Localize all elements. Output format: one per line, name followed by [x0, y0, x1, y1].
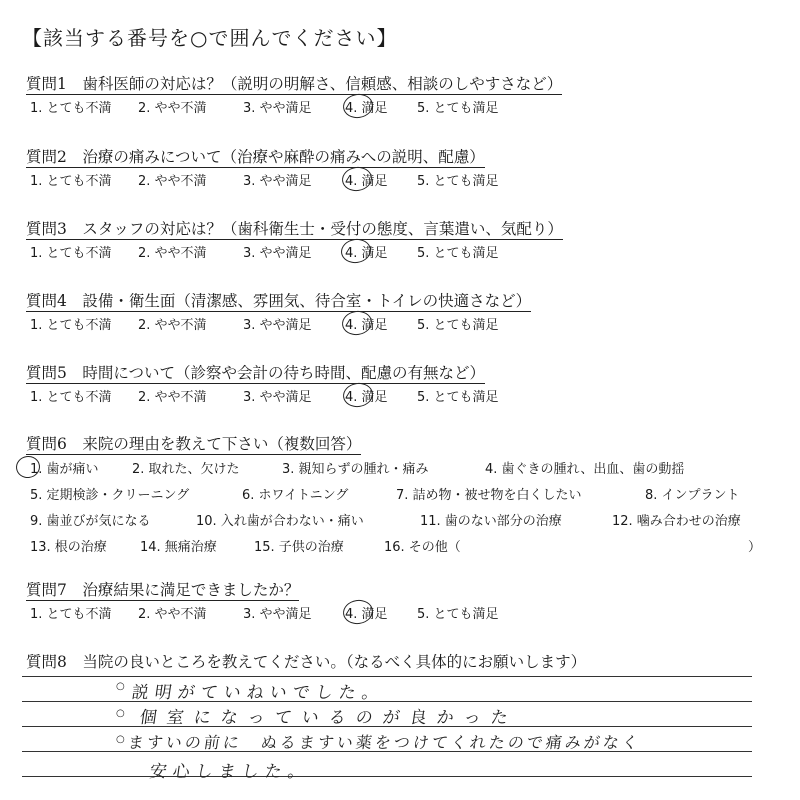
q3-title [26, 217, 563, 239]
q6-option[interactable]: 16. その他（ [384, 540, 461, 555]
q6-option[interactable]: 7. 詰め物・被せ物を白くしたい [396, 488, 582, 503]
q7-option-4[interactable]: 4. 満足 [345, 607, 388, 622]
q3-option-3[interactable]: 3. やや満足 [243, 246, 312, 261]
q1-title-text: 質問1 歯科医師の対応は？（説明の明解さ、信頼感、相談のしやすさなど） [26, 75, 563, 93]
q6-option[interactable]: ） [748, 540, 762, 555]
q7-title [26, 578, 299, 600]
handwritten-answer-1[interactable]: 説明がていねいでした。 [130, 683, 387, 703]
q1-options [30, 97, 499, 116]
handwritten-answer-2[interactable]: 個室になっているのが良かった [138, 708, 520, 728]
answer-bullet: ○ [116, 708, 125, 719]
q6-option[interactable]: 13. 根の治療 [30, 540, 107, 555]
q4-option-3[interactable]: 3. やや満足 [243, 318, 312, 333]
q6-option[interactable]: 1. 歯が痛い [30, 462, 99, 477]
form-header: 【該当する番号を○で囲んでください】 [22, 26, 398, 50]
handwritten-answer-4[interactable]: 安心しました。 [148, 762, 313, 782]
q1-option-4[interactable]: 4. 満足 [345, 101, 388, 116]
q2-option-1[interactable]: 1. とても不満 [30, 174, 112, 189]
handwritten-answer-3[interactable]: ますいの前に ぬるますい薬をつけてくれたので痛みがなく [126, 733, 643, 752]
q6-title-text: 質問6 来院の理由を教えて下さい（複数回答） [26, 435, 362, 453]
q7-options [30, 603, 499, 622]
q7-option-5[interactable]: 5. とても満足 [417, 607, 499, 622]
q2-option-2[interactable]: 2. やや不満 [138, 174, 207, 189]
q2-option-5[interactable]: 5. とても満足 [417, 174, 499, 189]
q4-title-text: 質問4 設備・衛生面（清潔感、雰囲気、待合室・トイレの快適さなど） [26, 292, 532, 310]
q4-option-1[interactable]: 1. とても不満 [30, 318, 112, 333]
q6-option[interactable]: 3. 親知らずの腫れ・痛み [282, 462, 429, 477]
q6-option[interactable]: 5. 定期検診・クリーニング [30, 488, 190, 503]
q6-option[interactable]: 14. 無痛治療 [140, 540, 217, 555]
q6-option[interactable]: 12. 噛み合わせの治療 [612, 514, 741, 529]
q1-option-5[interactable]: 5. とても満足 [417, 101, 499, 116]
q1-option-2[interactable]: 2. やや不満 [138, 101, 207, 116]
q5-option-1[interactable]: 1. とても不満 [30, 390, 112, 405]
answer-bullet: ○ [116, 681, 125, 692]
q6-title [26, 432, 361, 454]
q2-option-4[interactable]: 4. 満足 [345, 174, 388, 189]
q4-options [30, 314, 499, 333]
answer-bullet: ○ [116, 734, 125, 745]
q3-option-2[interactable]: 2. やや不満 [138, 246, 207, 261]
answer-rule [22, 676, 752, 677]
q4-option-4[interactable]: 4. 満足 [345, 318, 388, 333]
q3-option-5[interactable]: 5. とても満足 [417, 246, 499, 261]
q2-options [30, 170, 499, 189]
q7-title-text: 質問7 治療結果に満足できましたか？ [26, 581, 300, 599]
q5-title [26, 361, 485, 383]
q7-option-3[interactable]: 3. やや満足 [243, 607, 312, 622]
q4-title [26, 289, 531, 311]
q8-title: 質問8 当院の良いところを教えてください。（なるべく具体的にお願いします） [26, 653, 587, 671]
q3-options [30, 242, 499, 261]
q1-title [26, 72, 562, 94]
q6-option[interactable]: 10. 入れ歯が合わない・痛い [196, 514, 364, 529]
q5-option-2[interactable]: 2. やや不満 [138, 390, 207, 405]
q5-title-text: 質問5 時間について（診察や会計の待ち時間、配慮の有無など） [26, 364, 486, 382]
q2-title [26, 145, 485, 167]
q7-option-1[interactable]: 1. とても不満 [30, 607, 112, 622]
q6-option[interactable]: 6. ホワイトニング [242, 488, 349, 503]
q6-option[interactable]: 11. 歯のない部分の治療 [420, 514, 562, 529]
q6-option[interactable]: 8. インプラント [645, 488, 740, 503]
q2-title-text: 質問2 治療の痛みについて（治療や麻酔の痛みへの説明、配慮） [26, 148, 485, 166]
q6-option[interactable]: 4. 歯ぐきの腫れ、出血、歯の動揺 [485, 462, 685, 477]
q2-option-3[interactable]: 3. やや満足 [243, 174, 312, 189]
answer-rule [22, 776, 752, 777]
q3-option-4[interactable]: 4. 満足 [345, 246, 388, 261]
q1-option-3[interactable]: 3. やや満足 [243, 101, 312, 116]
q4-option-2[interactable]: 2. やや不満 [138, 318, 207, 333]
q6-option[interactable]: 15. 子供の治療 [254, 540, 344, 555]
q3-title-text: 質問3 スタッフの対応は？（歯科衛生士・受付の態度、言葉遣い、気配り） [26, 220, 563, 238]
q4-option-5[interactable]: 5. とても満足 [417, 318, 499, 333]
q3-option-1[interactable]: 1. とても不満 [30, 246, 112, 261]
q5-option-4[interactable]: 4. 満足 [345, 390, 388, 405]
q6-option[interactable]: 9. 歯並びが気になる [30, 514, 151, 529]
q5-option-5[interactable]: 5. とても満足 [417, 390, 499, 405]
q7-option-2[interactable]: 2. やや不満 [138, 607, 207, 622]
q5-option-3[interactable]: 3. やや満足 [243, 390, 312, 405]
q5-options [30, 386, 499, 405]
q1-option-1[interactable]: 1. とても不満 [30, 101, 112, 116]
q6-option[interactable]: 2. 取れた、欠けた [132, 462, 240, 477]
